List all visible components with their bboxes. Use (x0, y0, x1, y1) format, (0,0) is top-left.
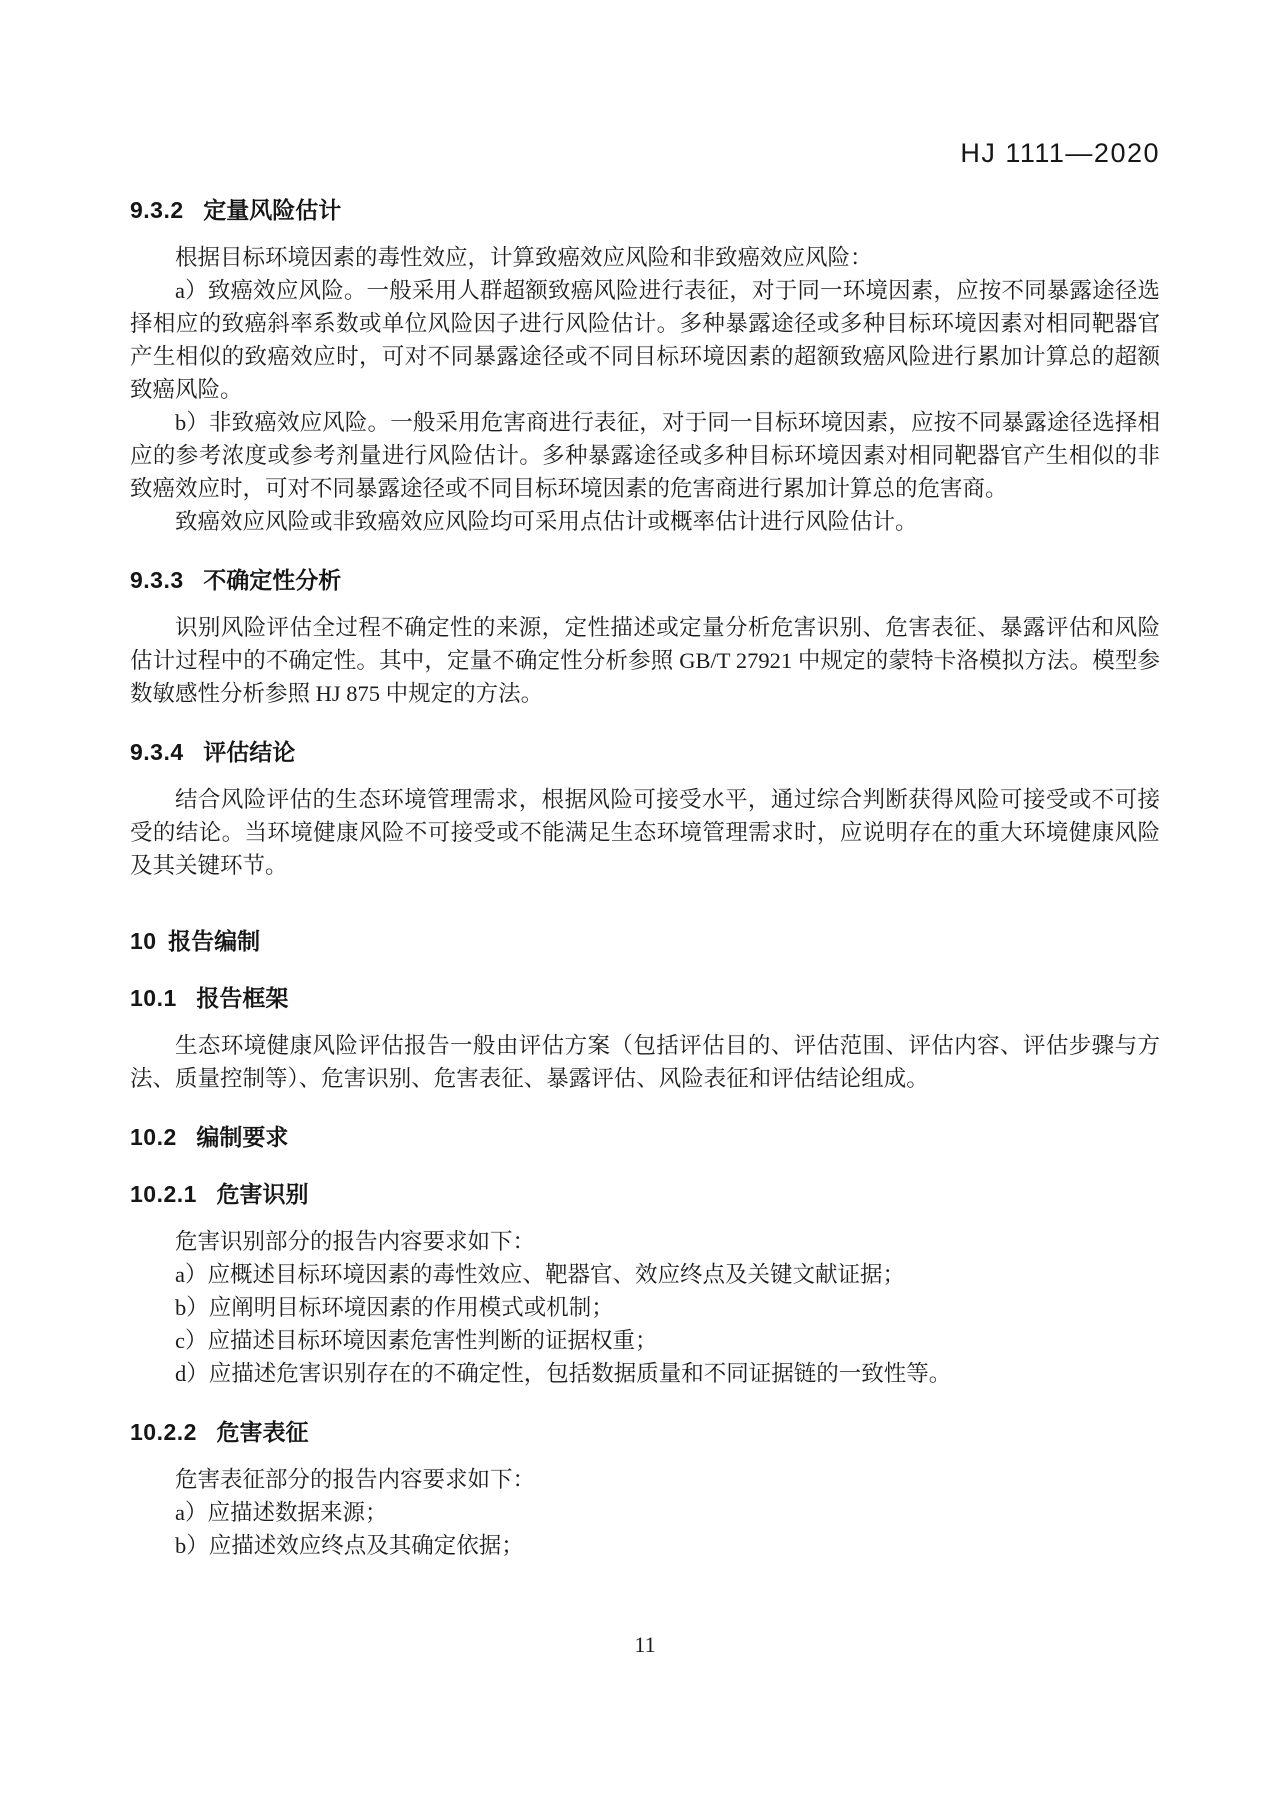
section-number: 10.2.1 (130, 1181, 197, 1207)
paragraph: 识别风险评估全过程不确定性的来源，定性描述或定量分析危害识别、危害表征、暴露评估和风险估计过程中的不确定性。其中，定量不确定性分析参照 GB/T 27921 中规定的蒙特卡洛模拟方法。模型参数敏感性分析参照 HJ 875 中规定的方法。 (130, 615, 1160, 706)
section-title: 评估结论 (203, 739, 296, 765)
section-title: 报告编制 (168, 928, 261, 954)
paragraph: 危害识别部分的报告内容要求如下： (175, 1229, 536, 1254)
section-title: 编制要求 (196, 1124, 289, 1150)
paragraph: 根据目标环境因素的毒性效应，计算致癌效应风险和非致癌效应风险： (175, 245, 873, 270)
section-title: 报告框架 (196, 985, 289, 1011)
section-title: 定量风险估计 (203, 197, 342, 223)
paragraph: b）非致癌效应风险。一般采用危害商进行表征，对于同一目标环境因素，应按不同暴露途径选择相应的参考浓度或参考剂量进行风险估计。多种暴露途径或多种目标环境因素对相同靶器官产生相似的非致癌效应时，可对不同暴露途径或不同目标环境因素的危害商进行累加计算总的危害商。 (130, 410, 1160, 501)
list-item: a）应概述目标环境因素的毒性效应、靶器官、效应终点及关键文献证据； (175, 1262, 905, 1287)
paragraph: 危害表征部分的报告内容要求如下： (175, 1467, 536, 1492)
section-number: 10 (130, 928, 157, 954)
heading-10-1 (130, 983, 1160, 1013)
heading-10-2-1 (130, 1179, 1160, 1209)
section-number: 10.1 (130, 985, 177, 1011)
paragraph: a）致癌效应风险。一般采用人群超额致癌风险进行表征，对于同一环境因素，应按不同暴露途径选择相应的致癌斜率系数或单位风险因子进行风险估计。多种暴露途径或多种目标环境因素对相同靶器官产生相似的致癌效应时，可对不同暴露途径或不同目标环境因素的超额致癌风险进行累加计算总的超额致癌风险。 (130, 278, 1160, 402)
heading-10-2-2 (130, 1417, 1160, 1447)
section-number: 9.3.2 (130, 197, 184, 223)
heading-9-3-4 (130, 737, 1160, 767)
paragraph: 结合风险评估的生态环境管理需求，根据风险可接受水平，通过综合判断获得风险可接受或不可接受的结论。当环境健康风险不可接受或不能满足生态环境管理需求时，应说明存在的重大环境健康风险及其关键环节。 (130, 787, 1160, 878)
section-number: 10.2.2 (130, 1419, 197, 1445)
paragraph: 生态环境健康风险评估报告一般由评估方案（包括评估目的、评估范围、评估内容、评估步骤与方法、质量控制等）、危害识别、危害表征、暴露评估、风险表征和评估结论组成。 (130, 1033, 1160, 1091)
paragraph: 致癌效应风险或非致癌效应风险均可采用点估计或概率估计进行风险估计。 (175, 509, 918, 534)
list-item: a）应描述数据来源； (175, 1500, 388, 1525)
doc-code: HJ 1111—2020 (960, 138, 1160, 168)
page-number: 11 (634, 1632, 656, 1657)
list-item: d）应描述危害识别存在的不确定性，包括数据质量和不同证据链的一致性等。 (175, 1361, 952, 1386)
section-title: 不确定性分析 (203, 567, 342, 593)
heading-9-3-3 (130, 565, 1160, 595)
heading-10 (130, 926, 1160, 956)
heading-10-2 (130, 1122, 1160, 1152)
heading-9-3-2 (130, 195, 1160, 225)
list-item: b）应阐明目标环境因素的作用模式或机制； (175, 1295, 614, 1320)
section-title: 危害识别 (216, 1181, 309, 1207)
list-item: c）应描述目标环境因素危害性判断的证据权重； (175, 1328, 658, 1353)
section-number: 9.3.4 (130, 739, 184, 765)
section-number: 9.3.3 (130, 567, 184, 593)
section-number: 10.2 (130, 1124, 177, 1150)
section-title: 危害表征 (216, 1419, 309, 1445)
list-item: b）应描述效应终点及其确定依据； (175, 1533, 524, 1558)
